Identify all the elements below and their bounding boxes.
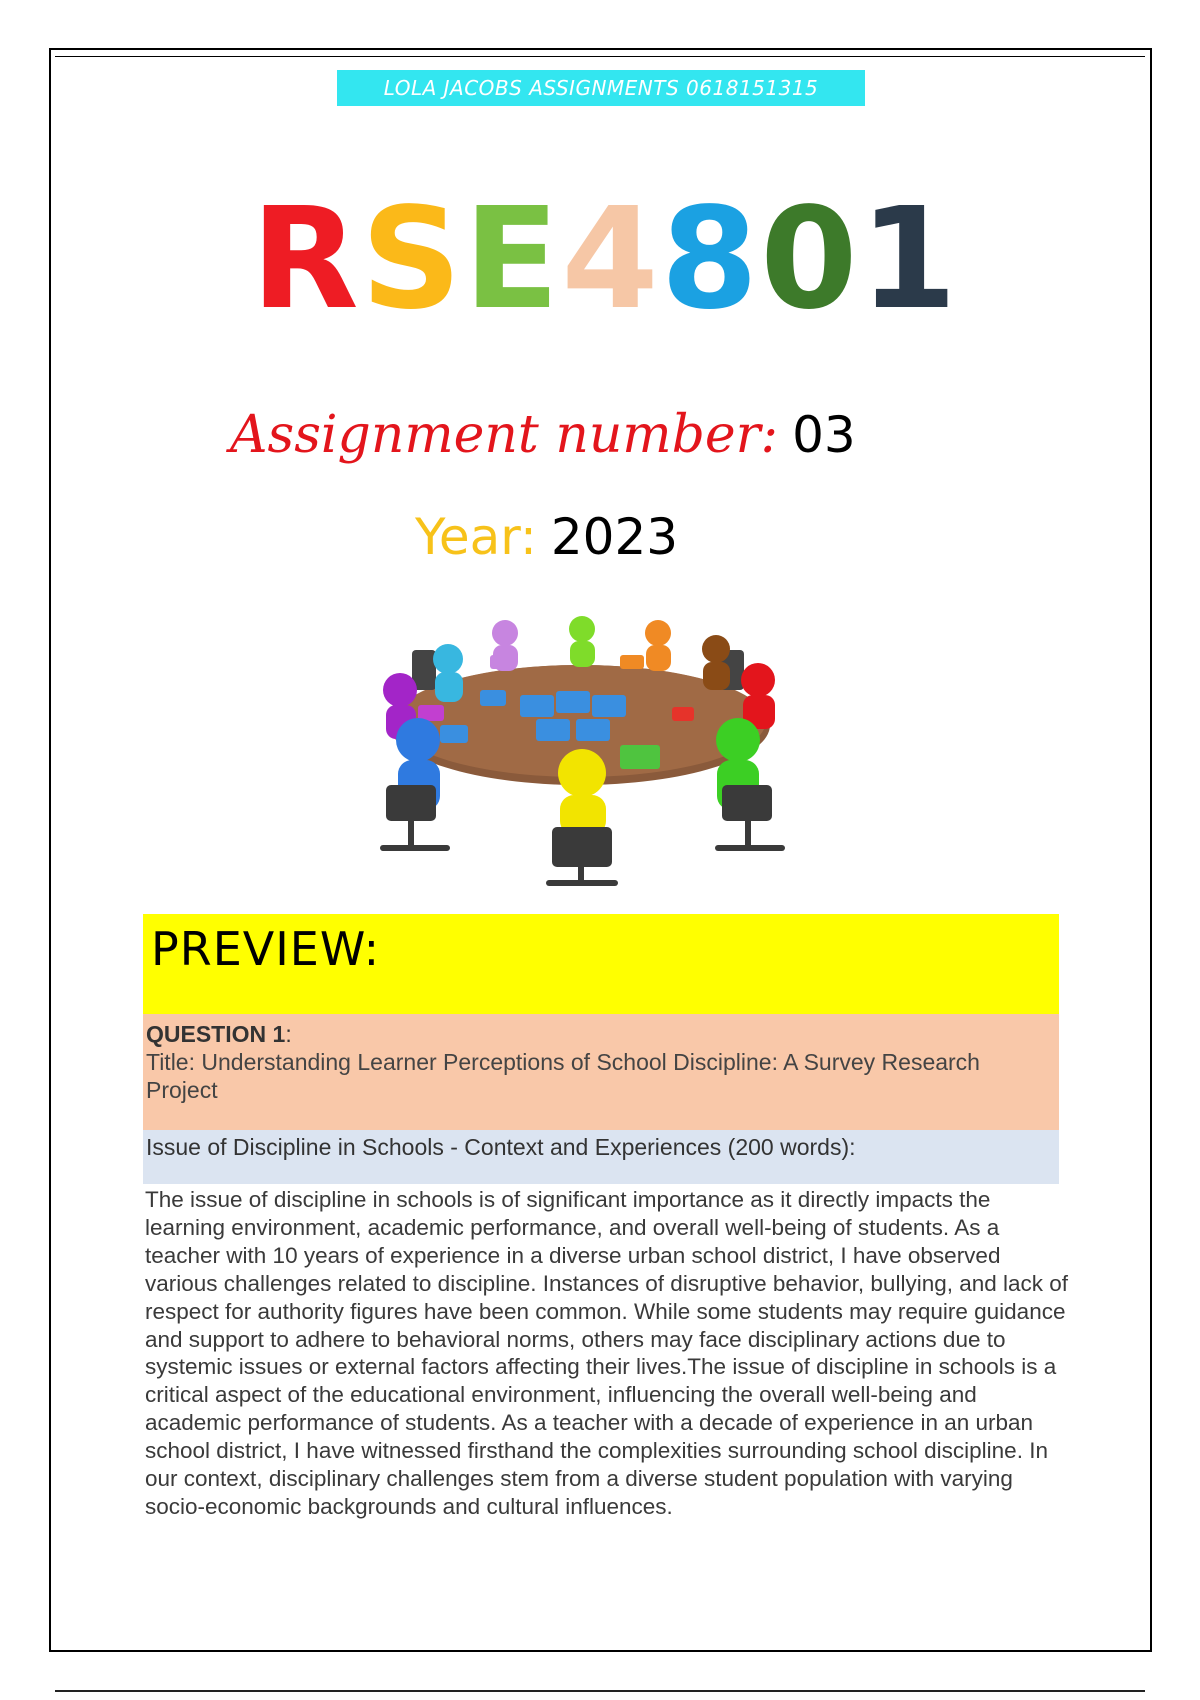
question-number: QUESTION 1 xyxy=(146,1021,286,1047)
assignment-number-line xyxy=(230,405,990,475)
preview-banner xyxy=(143,914,1059,1014)
assignment-number-label: Assignment number: xyxy=(230,405,779,465)
assignment-number-value: 03 xyxy=(792,406,856,464)
top-rule xyxy=(55,56,1145,57)
course-code-char: E xyxy=(463,178,562,341)
course-code-char: S xyxy=(360,178,464,341)
course-code-char: R xyxy=(251,178,361,341)
course-code-char: 4 xyxy=(561,178,661,341)
preview-label: PREVIEW: xyxy=(151,922,381,976)
watermark-text: LOLA JACOBS ASSIGNMENTS 0618151315 xyxy=(383,76,819,100)
course-code-title xyxy=(230,178,980,341)
watermark-banner xyxy=(337,70,865,106)
year-value: 2023 xyxy=(550,508,679,566)
question-heading-colon: : xyxy=(285,1021,292,1047)
course-code-char: 8 xyxy=(660,178,761,341)
body-paragraph: The issue of discipline in schools is of significant importance as it directly impacts the learning environment, academic performance, and overall well-being of students. As a teacher with 10 years of experience in a diverse urban school district, I have observed various challenges related to discipline. Instances of disruptive behavior, bullying, and lack of respect for authority figures have been common. While some students may require guidance and support to adhere to behavioral norms, others may face disciplinary actions due to systemic issues or external factors affecting their lives.The issue of discipline in schools is a critical aspect of the educational environment, influencing the overall well-being and academic performance of students. As a teacher with a decade of experience in an urban school district, I have witnessed firsthand the complexities surrounding school discipline. In our context, disciplinary challenges stem from a diverse student population with varying socio-economic backgrounds and cultural influences. xyxy=(145,1187,1069,1519)
question-title: Title: Understanding Learner Perceptions of School Discipline: A Survey Research Project xyxy=(146,1049,980,1103)
bottom-rule xyxy=(55,1690,1145,1692)
meeting-table-puzzle-icon xyxy=(320,595,840,895)
year-line xyxy=(415,508,815,578)
question-heading xyxy=(146,1020,1056,1048)
course-code-char: 1 xyxy=(859,178,959,341)
course-code-char: 0 xyxy=(760,178,860,341)
section-heading: Issue of Discipline in Schools - Context and Experiences (200 words): xyxy=(143,1130,1059,1184)
question-block xyxy=(143,1014,1059,1130)
year-label: Year: xyxy=(415,508,537,566)
